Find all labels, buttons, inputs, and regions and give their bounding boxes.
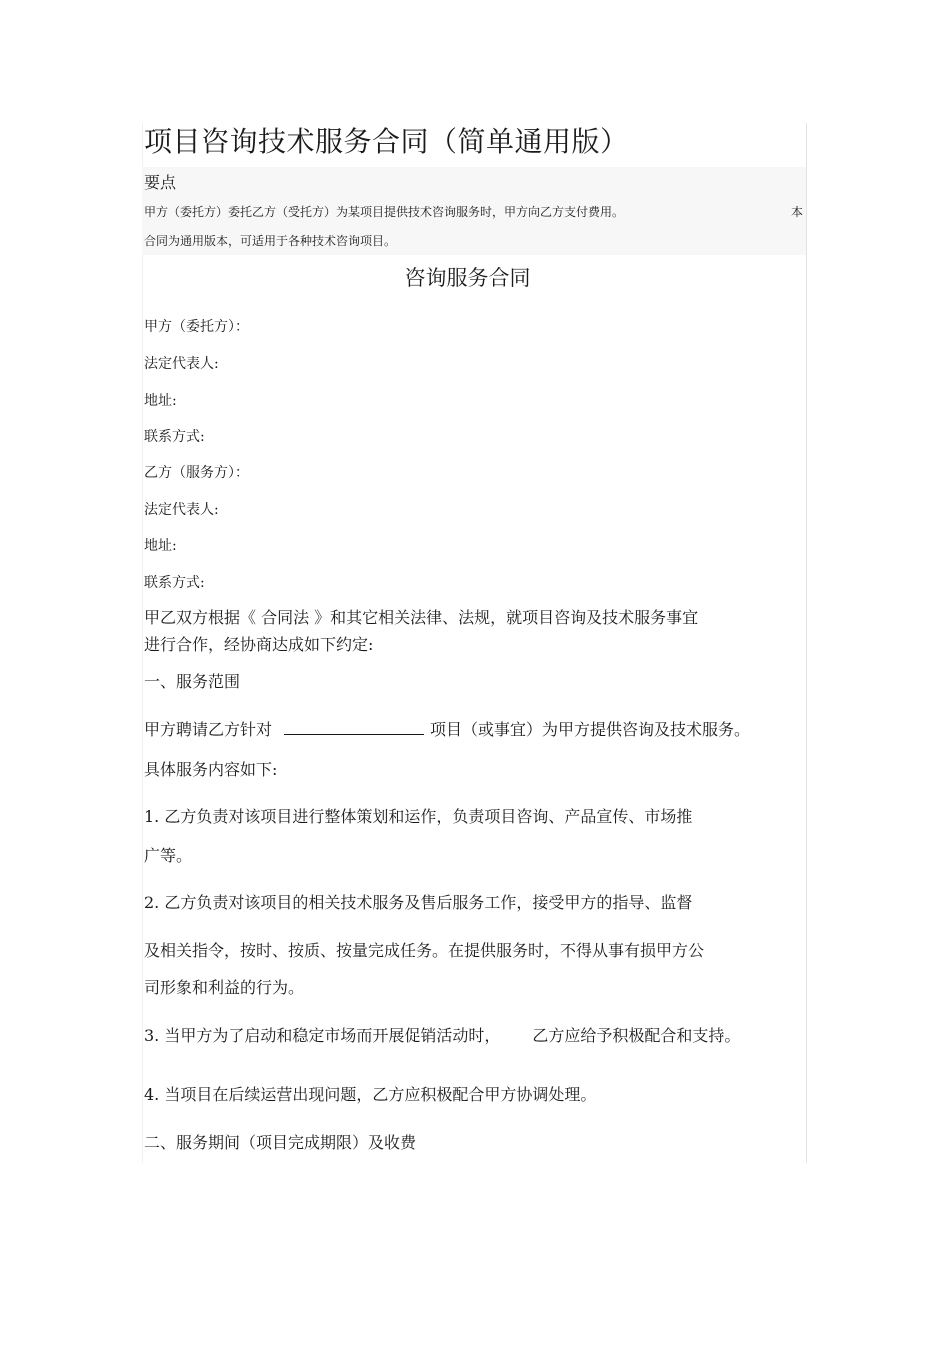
intro-line-1: 甲乙双方根据《 合同法 》和其它相关法律、法规，就项目咨询及技术服务事宜 [144,608,699,627]
summary-line-1: 甲方（委托方）委托乙方（受托方）为某项目提供技术咨询服务时，甲方向乙方支付费用。 [144,205,625,219]
project-name-blank [284,722,424,735]
item-2-line-3: 司形象和利益的行为。 [144,978,305,997]
summary-heading: 要点 [144,173,177,192]
scope-line-1 [144,717,750,743]
section-2-heading: 二、服务期间（项目完成期限）及收费 [144,1133,417,1152]
party-a-address: 地址: [144,393,177,409]
item-1-line-1: 1. 乙方负责对该项目进行整体策划和运作，负责项目咨询、产品宣传、市场推 [144,807,693,826]
party-b-label: 乙方（服务方）： [144,465,249,481]
item-2-line-1: 2. 乙方负责对该项目的相关技术服务及售后服务工作，接受甲方的指导、监督 [144,893,693,912]
party-a-rep: 法定代表人: [144,356,219,372]
party-a-contact: 联系方式: [144,429,205,445]
party-b-rep: 法定代表人: [144,502,219,518]
party-b-contact: 联系方式: [144,575,205,591]
intro-line-2: 进行合作，经协商达成如下约定: [144,635,374,654]
item-3-part-2: 乙方应给予积极配合和支持。 [532,1026,741,1045]
item-4: 4. 当项目在后续运营出现问题，乙方应积极配合甲方协调处理。 [144,1085,597,1104]
contract-title: 咨询服务合同 [404,266,531,290]
item-2-line-2: 及相关指令，按时、按质、按量完成任务。在提供服务时，不得从事有损甲方公 [144,941,705,960]
item-1-line-2: 广等。 [144,846,193,865]
party-b-address: 地址: [144,538,177,554]
page-title: 项目咨询技术服务合同（简单通用版） [144,125,629,158]
scope-before-blank: 甲方聘请乙方针对 [144,720,273,739]
section-1-heading: 一、服务范围 [144,672,241,691]
summary-line-1-end: 本 [791,205,804,219]
summary-line-2: 合同为通用版本，可适用于各种技术咨询项目。 [144,234,397,248]
scope-after-blank: 项目（或事宜）为甲方提供咨询及技术服务。 [430,720,751,739]
scope-line-2: 具体服务内容如下: [144,760,278,779]
item-3-part-1: 3. 当甲方为了启动和稳定市场而开展促销活动时， [144,1026,501,1045]
party-a-label: 甲方（委托方）： [144,319,249,335]
item-3 [144,1023,740,1049]
